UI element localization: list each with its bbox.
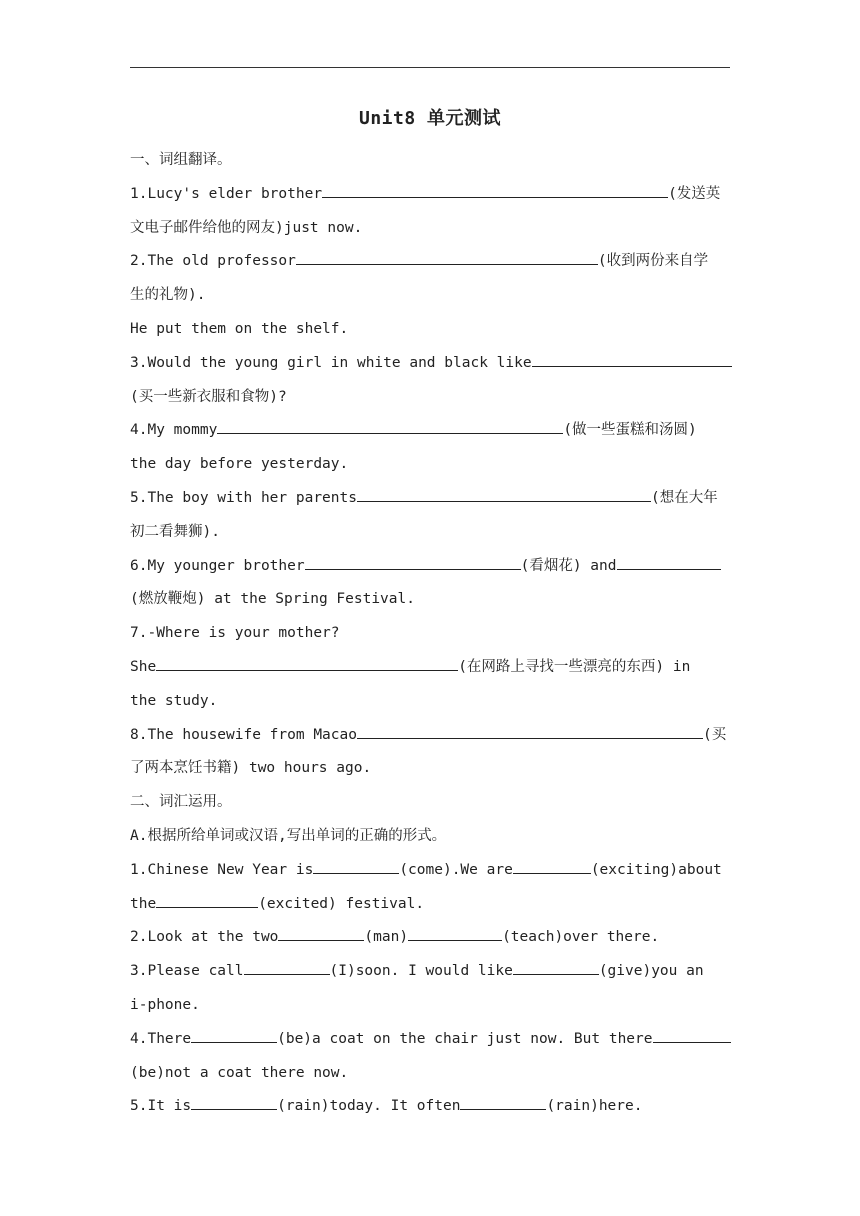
question-2-line-1: 2.The old professor (收到两份来自学 (130, 253, 709, 270)
question-1-line-2: 文电子邮件给他的网友)just now. (130, 219, 363, 236)
question-8-line-1: 8.The housewife from Macao (买 (130, 726, 727, 743)
answer-blank[interactable] (408, 939, 502, 941)
answer-blank[interactable] (156, 669, 458, 671)
question-7-line-3: the study. (130, 692, 218, 709)
answer-blank[interactable] (532, 365, 732, 367)
page-title: Unit8 单元测试 (358, 108, 502, 129)
worksheet-body (130, 144, 732, 1124)
answer-blank[interactable] (191, 1108, 277, 1110)
answer-blank[interactable] (156, 906, 258, 908)
section-2-heading: 二、词汇运用。 (130, 794, 232, 811)
question-3-line-2: (买一些新衣服和食物)? (130, 388, 287, 405)
section-2-subheading: A.根据所给单词或汉语,写出单词的正确的形式。 (130, 827, 447, 844)
section-1-heading: 一、词组翻译。 (130, 152, 232, 168)
answer-blank[interactable] (513, 872, 591, 874)
vocab-1-line-1: 1.Chinese New Year is (come).We are (exciting)about (130, 861, 722, 878)
question-7-line-2: She (在网路上寻找一些漂亮的东西) in (130, 658, 691, 675)
vocab-2-line-1: 2.Look at the two (man) (teach)over there. (130, 929, 660, 946)
question-8-line-2: 了两本烹饪书籍) two hours ago. (130, 760, 372, 777)
answer-blank[interactable] (653, 1041, 731, 1043)
vocab-1-line-2: the (excited) festival. (130, 895, 425, 912)
header-rule (130, 67, 730, 68)
vocab-5-line-1: 5.It is (rain)today. It often (rain)here. (130, 1098, 643, 1115)
answer-blank[interactable] (357, 500, 651, 502)
answer-blank[interactable] (305, 568, 521, 570)
question-5-line-1: 5.The boy with her parents (想在大年 (130, 489, 718, 506)
vocab-3-line-1: 3.Please call (I)soon. I would like (give)you an (130, 963, 704, 980)
answer-blank[interactable] (217, 432, 563, 434)
answer-blank[interactable] (191, 1041, 277, 1043)
question-2-line-3: He put them on the shelf. (130, 320, 349, 337)
answer-blank[interactable] (278, 939, 364, 941)
question-4-line-2: the day before yesterday. (130, 456, 349, 473)
answer-blank[interactable] (296, 263, 598, 265)
question-1-line-1: 1.Lucy's elder brother (发送英 (130, 185, 721, 202)
question-4-line-1: 4.My mommy (做一些蛋糕和汤圆) (130, 422, 697, 439)
question-2-line-2: 生的礼物). (130, 287, 206, 304)
question-6-line-1: 6.My younger brother (看烟花) and (130, 550, 732, 584)
answer-blank[interactable] (244, 973, 330, 975)
answer-blank[interactable] (617, 568, 721, 570)
answer-blank[interactable] (322, 196, 668, 198)
question-3-line-1: 3.Would the young girl in white and black like (130, 347, 732, 381)
question-5-line-2: 初二看舞狮). (130, 523, 220, 540)
question-7-line-1: 7.-Where is your mother? (130, 625, 340, 642)
vocab-4-line-1: 4.There (be)a coat on the chair just now. But there (130, 1023, 732, 1057)
question-6-line-2: (燃放鞭炮) at the Spring Festival. (130, 591, 415, 608)
answer-blank[interactable] (513, 973, 599, 975)
vocab-3-line-2: i-phone. (130, 996, 200, 1013)
answer-blank[interactable] (357, 737, 703, 739)
vocab-4-line-2: (be)not a coat there now. (130, 1064, 349, 1081)
answer-blank[interactable] (313, 872, 399, 874)
answer-blank[interactable] (460, 1108, 546, 1110)
